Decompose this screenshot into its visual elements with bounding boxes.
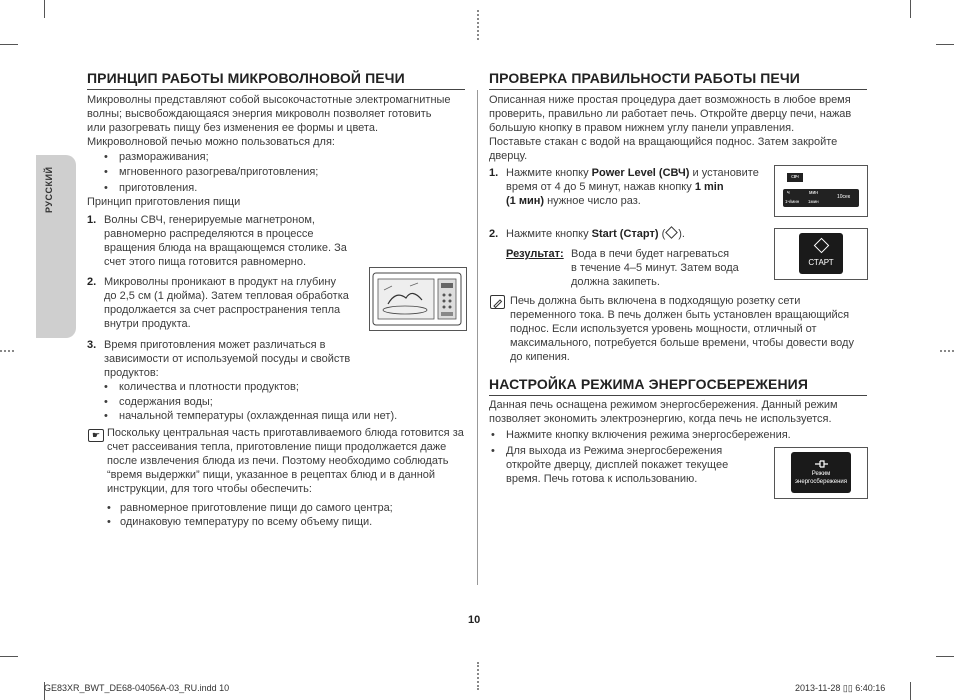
bullet-dot: •	[491, 429, 495, 441]
step-line: Время приготовления может различаться в	[104, 339, 326, 351]
result-label: Результат:	[506, 248, 564, 260]
crop-mark	[0, 44, 18, 45]
step-number: 3.	[87, 339, 97, 351]
registration-mark	[477, 10, 479, 40]
bullet-dot: •	[104, 166, 108, 178]
note-line: “время выдержки” пищи, указанное в рецептах блюд и в данной	[107, 469, 436, 481]
section-heading-check-operation: ПРОВЕРКА ПРАВИЛЬНОСТИ РАБОТЫ ПЕЧИ	[489, 70, 800, 86]
bullet-dot: •	[104, 396, 108, 408]
step-line: равномерно распределяются в процессе	[104, 228, 314, 240]
step-line: продолжается за счет распространения тепла	[104, 304, 341, 316]
one-min-label: 1мин	[808, 199, 819, 204]
step-line: зависимости от используемой посуды и свойств	[104, 353, 351, 365]
bullet-dot: •	[107, 502, 111, 514]
step-line: продуктов:	[104, 367, 159, 379]
section-heading-eco-mode: НАСТРОЙКА РЕЖИМА ЭНЕРГОСБЕРЕЖЕНИЯ	[489, 376, 808, 392]
start-diamond-icon	[665, 226, 678, 239]
bullet-dot: •	[104, 151, 108, 163]
eco-label-line2: энергосбережения	[794, 479, 848, 485]
language-label: РУССКИЙ	[44, 166, 54, 214]
step1-line1: Нажмите кнопку Power Level (СВЧ) и установите	[506, 167, 759, 179]
step-line: внутри продукта.	[104, 318, 191, 330]
step-line: до 2,5 см (1 дюйма). Затем тепловая обработка	[104, 290, 349, 302]
step-number: 2.	[489, 228, 499, 240]
note-line: Печь должна быть включена в подходящую розетку сети	[510, 295, 801, 307]
eco-bullet-line: время. Печь готова к использованию.	[506, 473, 698, 485]
note-line: поднос. Если используется уровень мощности, отличный от	[510, 323, 817, 335]
step2-line: Нажмите кнопку Start (Старт) ( ).	[506, 228, 685, 240]
note-line: переменного тока. В печь должен быть установлен вращающийся	[510, 309, 850, 321]
section-heading-microwave-principle: ПРИНЦИП РАБОТЫ МИКРОВОЛНОВОЙ ПЕЧИ	[87, 70, 405, 86]
factor-item: содержания воды;	[119, 396, 213, 408]
step-line: Волны СВЧ, генерируемые магнетроном,	[104, 214, 315, 226]
ten-sec-button-label: 10сек	[837, 194, 851, 200]
registration-mark	[0, 350, 14, 352]
crop-mark	[910, 682, 911, 700]
intro-line: или разогревать пищу без изменения ее формы и цвета.	[87, 122, 379, 134]
use-item: мгновенного разогрева/приготовления;	[119, 166, 319, 178]
eco-bullet: Нажмите кнопку включения режима энергосбережения.	[506, 429, 791, 441]
step-line: вращения блюда на вращающемся столике. За	[104, 242, 347, 254]
step1-line2: время от 4 до 5 минут, нажав кнопку 1 min	[506, 181, 724, 193]
principle-label: Принцип приготовления пищи	[87, 196, 241, 208]
use-item: приготовления.	[119, 182, 198, 194]
column-divider	[477, 90, 478, 585]
eco-label-line1: Режим	[811, 471, 831, 477]
bullet-dot: •	[104, 410, 108, 422]
note-hand-icon: ☛	[88, 429, 104, 442]
intro-line: Описанная ниже простая процедура дает возможность в любое время	[489, 94, 851, 106]
result-line: Вода в печи будет нагреваться	[571, 248, 730, 260]
heading-rule	[87, 89, 465, 90]
intro-line: Поставьте стакан с водой на вращающийся поднос. Затем закройте	[489, 136, 838, 148]
eco-bullet-line: Для выхода из Режима энергосбережения	[506, 445, 723, 457]
heading-rule	[489, 395, 867, 396]
eco-plug-icon	[811, 457, 831, 469]
control-panel-illustration	[774, 165, 868, 217]
start-button-label: СТАРТ	[808, 258, 834, 267]
note-pencil-icon	[490, 295, 505, 309]
step1-line3: (1 мин) нужное число раз.	[506, 195, 641, 207]
bullet-dot: •	[104, 182, 108, 194]
intro-line: большую кнопку в правом нижнем углу панели управления.	[489, 122, 795, 134]
footer-filename: GE83XR_BWT_DE68-04056A-03_RU.indd 10	[44, 683, 230, 693]
heading-rule	[489, 89, 867, 90]
crop-mark	[910, 0, 911, 18]
bullet-dot: •	[491, 445, 495, 457]
eco-button-illustration	[774, 447, 868, 499]
note-line: до кипения.	[510, 351, 570, 363]
start-button-illustration	[774, 228, 868, 280]
step-line: счет этого пища готовится равномерно.	[104, 256, 307, 268]
crop-mark	[0, 656, 18, 657]
bullet-dot: •	[107, 516, 111, 528]
note-line: максимального, потребуется больше времени, чтобы довести воду	[510, 337, 854, 349]
note-line: инструкции, для того чтобы обеспечить:	[107, 483, 312, 495]
intro-line: Микроволны представляют собой высокочастотные электромагнитные	[87, 94, 451, 106]
use-item: размораживания;	[119, 151, 209, 163]
note-line: счет рассеивания тепла, приготовление пищи продолжается даже	[107, 441, 447, 453]
step-line: Микроволны проникают в продукт на глубину	[104, 276, 336, 288]
step-number: 1.	[87, 214, 97, 226]
factor-item: начальной температуры (охлажденная пища или нет).	[119, 410, 398, 422]
microwave-illustration	[369, 267, 467, 331]
power-level-button: свч	[787, 173, 803, 182]
eco-intro-line: позволяет экономить электроэнергию, когда печь не используется.	[489, 413, 832, 425]
registration-mark	[940, 350, 954, 352]
registration-mark	[477, 662, 479, 690]
crop-mark	[936, 44, 954, 45]
note-bullet: равномерное приготовление пищи до самого центра;	[120, 502, 393, 514]
note-bullet: одинаковую температуру по всему объему пищи.	[120, 516, 373, 528]
intro-line: волны; высвобождающаяся энергия микроволн позволяет готовить	[87, 108, 432, 120]
footer-timestamp: 2013-11-28 ▯▯ 6:40:16	[795, 683, 886, 693]
note-line: после извлечения блюда из печи. Поэтому необходимо соблюдать	[107, 455, 449, 467]
note-line: Поскольку центральная часть приготавливаемого блюда готовится за	[107, 427, 464, 439]
page-number: 10	[468, 614, 481, 626]
bullet-dot: •	[104, 381, 108, 393]
result-line: в течение 4–5 минут. Затем вода	[571, 262, 739, 274]
result-line: должна закипеть.	[571, 276, 660, 288]
hour-min-label: 1ч/мин	[785, 199, 800, 204]
hour-button-label: ч	[787, 190, 790, 196]
minute-button-label: мин	[809, 190, 818, 196]
crop-mark	[936, 656, 954, 657]
step-number: 2.	[87, 276, 97, 288]
microwave-icon	[370, 268, 466, 330]
factor-item: количества и плотности продуктов;	[119, 381, 299, 393]
eco-intro-line: Данная печь оснащена режимом энергосбережения. Данный режим	[489, 399, 838, 411]
eco-bullet-line: откройте дверцу, дисплей покажет текущее	[506, 459, 729, 471]
intro-line: проверить, правильно ли работает печь. Откройте дверцу печи, нажав	[489, 108, 852, 120]
crop-mark	[44, 0, 45, 18]
intro-line: Микроволновой печью можно пользоваться для:	[87, 136, 335, 148]
intro-line: дверцу.	[489, 150, 528, 162]
step-number: 1.	[489, 167, 499, 179]
